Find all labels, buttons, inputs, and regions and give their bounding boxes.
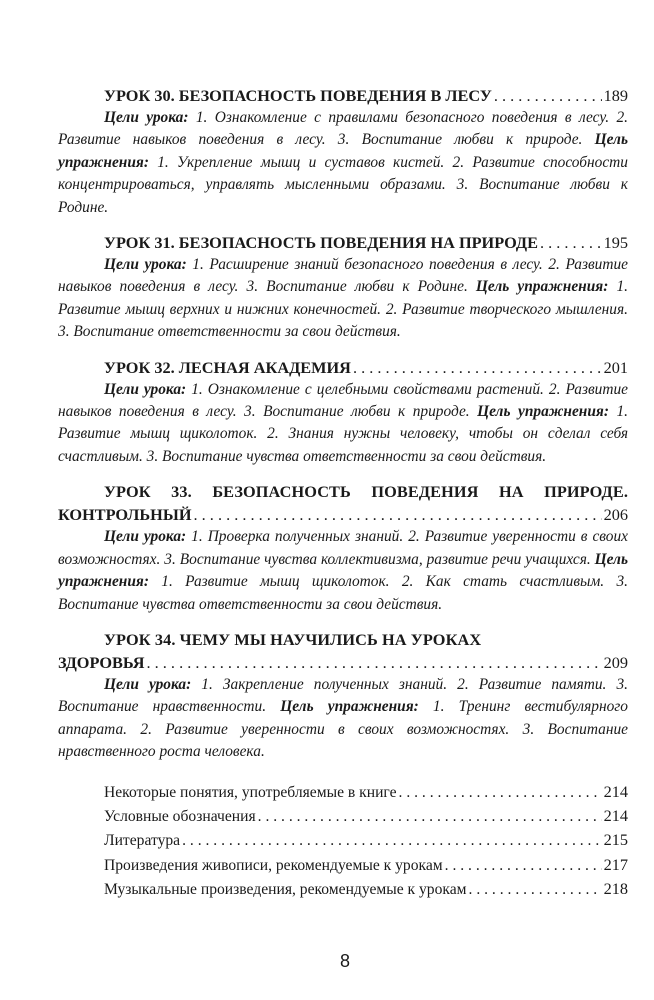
goal-text: 1. Ознакомление с правилами безопасного поведения в лесу. 2. Развитие навыков поведения в лесу. 3. Воспитание любви к природе. (58, 109, 629, 149)
lesson-title-line2: ЗДОРОВЬЯ (58, 652, 145, 672)
appendix-entry (104, 853, 628, 877)
goal-text: 1. Ознакомление с целебными свойствами растений. 2. Развитие навыков поведения в лесу. 3. Воспитание любви к природе. (58, 380, 628, 421)
lesson-page: 195 (603, 233, 628, 253)
leader-dots (399, 781, 602, 804)
appendix-title: Условные обозначения (104, 807, 256, 825)
exercise-label: Цель упражнения: (475, 278, 609, 296)
toc-lesson-32 (58, 356, 628, 469)
exercise-text: 1. Развитие мышц щиколоток. 2. Как стать счастливым. 3. Воспитание чувства ответственности за свои действия. (58, 573, 628, 613)
lesson-description (58, 526, 628, 616)
exercise-text: 1. Развитие мышц верхних и нижних конечностей. 2. Развитие творческого мышления. 3. Воспитание ответственности за свои действия. (58, 278, 628, 341)
appendix-entry (104, 804, 628, 828)
goal-text: 1. Расширение знаний безопасного поведения в лесу. 2. Развитие навыков поведения в лесу. 3. Воспитание любви к Родине. (58, 256, 628, 296)
lesson-title: УРОК 33. БЕЗОПАСНОСТЬ ПОВЕДЕНИЯ НА ПРИРОДЕ. (104, 482, 628, 502)
exercise-label: Цель упражнения: (58, 550, 628, 591)
lesson-heading (58, 84, 628, 107)
leader-dots (494, 84, 602, 107)
appendix-page: 215 (603, 830, 628, 850)
toc-appendix (58, 780, 628, 902)
leader-dots (147, 651, 602, 674)
toc-lesson-33 (58, 480, 628, 616)
lesson-description (58, 379, 628, 469)
lesson-page: 206 (603, 505, 628, 525)
lesson-title: УРОК 31. БЕЗОПАСНОСТЬ ПОВЕДЕНИЯ НА ПРИРОДЕ (104, 233, 538, 253)
leader-dots (182, 829, 601, 852)
lesson-description (58, 107, 628, 219)
exercise-text: 1. Тренинг вестибулярного аппарата. 2. Развитие уверенности в своих возможностях. 3. Воспитание нравственного роста человека. (58, 698, 628, 761)
appendix-entry (104, 877, 628, 901)
lesson-heading (58, 231, 628, 254)
lesson-heading (58, 356, 628, 379)
goal-label: Цели урока: (104, 380, 187, 398)
goal-text: 1. Закрепление полученных знаний. 2. Развитие памяти. 3. Воспитание нравственности. (58, 675, 628, 716)
lesson-title: УРОК 34. ЧЕМУ МЫ НАУЧИЛИСЬ НА УРОКАХ (104, 629, 482, 649)
goal-label: Цели урока: (104, 528, 187, 546)
page-number: 8 (339, 951, 350, 971)
exercise-text: 1. Развитие мышц щиколоток. 2. Знания нужны человеку, чтобы он сделал себя счастливым. 3. Воспитание чувства ответственности за свои действия. (58, 403, 629, 465)
leader-dots (540, 231, 602, 254)
exercise-text: 1. Укрепление мышц и суставов кистей. 2. Развитие способности концентрироваться, управлять мысленными образами. 3. Воспитание любви к Родине. (58, 153, 628, 216)
lesson-title: УРОК 30. БЕЗОПАСНОСТЬ ПОВЕДЕНИЯ В ЛЕСУ (104, 86, 492, 105)
leader-dots (258, 805, 602, 828)
goal-text: 1. Проверка полученных знаний. 2. Развитие уверенности в своих возможностях. 3. Воспитание чувства коллективизма, развитие речи учащихся. (58, 528, 628, 568)
lesson-heading (58, 503, 628, 526)
leader-dots (353, 356, 602, 379)
appendix-title: Произведения живописи, рекомендуемые к урокам (104, 856, 443, 874)
leader-dots (194, 503, 602, 526)
lesson-page: 189 (603, 86, 628, 105)
goal-label: Цели урока: (104, 109, 189, 126)
appendix-page: 217 (603, 854, 628, 874)
lesson-description (58, 674, 628, 764)
table-of-contents (58, 84, 628, 902)
lesson-title-line2: КОНТРОЛЬНЫЙ (58, 505, 192, 525)
leader-dots (445, 854, 602, 877)
goal-label: Цели урока: (104, 256, 187, 274)
toc-lesson-34 (58, 628, 628, 764)
exercise-label: Цель упражнения: (280, 698, 419, 716)
appendix-page: 214 (603, 781, 628, 801)
goal-label: Цели урока: (104, 675, 192, 693)
lesson-page: 209 (603, 652, 628, 672)
appendix-title: Музыкальные произведения, рекомендуемые к урокам (104, 881, 467, 899)
lesson-title: УРОК 32. ЛЕСНАЯ АКАДЕМИЯ (104, 357, 351, 377)
appendix-page: 214 (603, 805, 628, 825)
appendix-title: Некоторые понятия, употребляемые в книге (104, 783, 397, 801)
appendix-page: 218 (603, 879, 628, 899)
lesson-heading (58, 651, 628, 674)
exercise-label: Цель упражнения: (58, 131, 628, 171)
appendix-entry (104, 780, 628, 804)
exercise-label: Цель упражнения: (477, 403, 609, 421)
leader-dots (469, 878, 602, 901)
lesson-description (58, 254, 628, 344)
toc-lesson-30 (58, 84, 628, 219)
toc-lesson-31 (58, 231, 628, 344)
appendix-title: Литература (104, 832, 181, 850)
lesson-page: 201 (603, 357, 628, 377)
appendix-entry (104, 828, 628, 852)
